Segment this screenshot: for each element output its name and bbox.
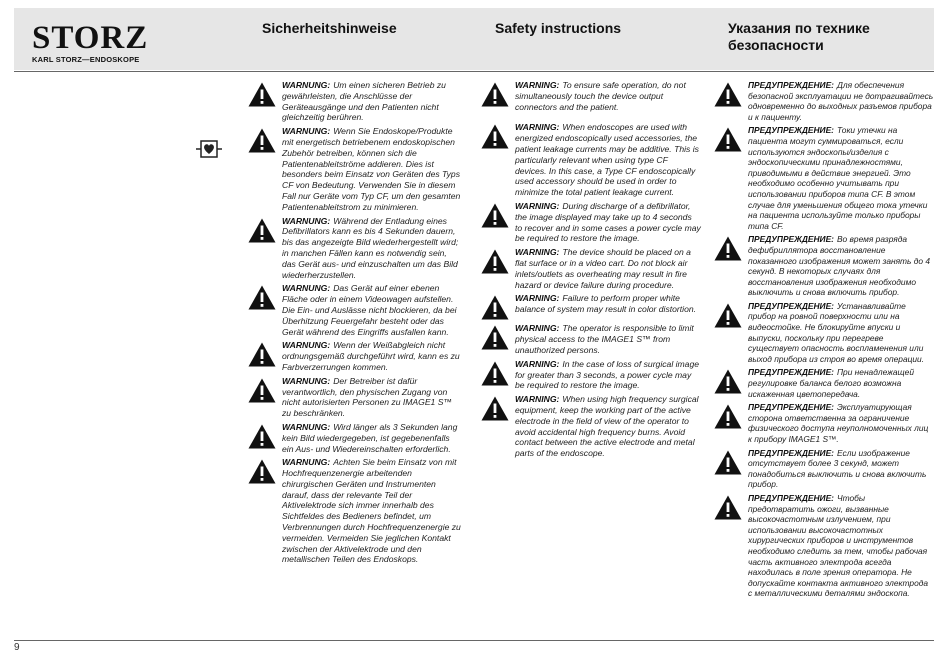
warning-label: WARNING: [515,394,560,405]
warning-item-de [248,457,463,565]
warning-text [282,376,463,419]
warning-label: ПРЕДУПРЕЖДЕНИЕ: [748,234,834,245]
warning-triangle-icon [481,124,509,149]
warning-body: In the case of loss of surgical image for greater than 3 seconds, a power cycle may be required to restore the image. [515,358,700,391]
warning-label: WARNING: [515,323,560,334]
warning-text [748,402,934,444]
warning-item-ru [714,125,934,231]
warning-text [748,80,934,122]
warning-triangle-icon [481,396,509,421]
warning-text [748,125,934,231]
warning-label: WARNING: [515,200,560,211]
warning-triangle-icon [481,361,509,386]
warning-label: WARNUNG: [282,457,331,468]
warning-text [748,493,934,599]
warning-triangle-icon [248,128,276,153]
warning-item-en [481,359,701,391]
warning-label: ПРЕДУПРЕЖДЕНИЕ: [748,300,834,311]
warning-triangle-icon [714,236,742,261]
warning-label: WARNUNG: [282,283,331,294]
column-title-german: Sicherheitshinweise [262,20,397,36]
warning-label: WARNUNG: [282,375,331,386]
warning-label: WARNUNG: [282,126,331,137]
warning-text [515,201,701,244]
warning-item-de [248,283,463,337]
warning-text [282,80,463,123]
warning-text [515,359,701,391]
warning-label: WARNING: [515,247,560,258]
warning-label: WARNING: [515,122,560,133]
column-english [481,80,701,462]
warning-triangle-icon [481,203,509,228]
warning-triangle-icon [714,404,742,429]
warning-label: WARNING: [515,80,560,90]
warning-item-en [481,80,701,112]
storz-logo [32,22,158,64]
warning-label: ПРЕДУПРЕЖДЕНИЕ: [748,367,834,378]
warning-triangle-icon [248,285,276,310]
warning-label: WARNING: [515,358,560,369]
warning-label: ПРЕДУПРЕЖДЕНИЕ: [748,125,834,136]
page-header [14,8,934,70]
warning-triangle-icon [248,378,276,403]
warning-triangle-icon [481,295,509,320]
warning-text [515,323,701,355]
warning-item-ru [714,493,934,599]
warning-item-ru [714,367,934,399]
warning-item-en [481,122,701,198]
warning-triangle-icon [714,450,742,475]
warning-text [282,422,463,454]
warning-body: Эксплуатирующая сторона ответственна за ограничение физического доступа неуполномоченных лиц к прибору IMAGE1 S™. [748,402,929,444]
warning-triangle-icon [248,459,276,484]
warning-text [515,293,701,315]
warning-body: При ненадлежащей регулировке баланса белого возможна искаженная цветопередача. [748,367,914,399]
warning-text [515,80,701,112]
warning-triangle-icon [714,303,742,328]
warning-body: When endoscopes are used with energized endoscopically used accessories, the patient leakage currents may be additive. This is particularly relevant when using type CF devices. In this case, a Type CF endoscopically used accessory should be used in order to minimize the total patient leakage current. [515,122,699,198]
warning-label: ПРЕДУПРЕЖДЕНИЕ: [748,447,834,458]
warning-label: ПРЕДУПРЕЖДЕНИЕ: [748,80,834,90]
warning-label: WARNUNG: [282,421,331,432]
warning-text [282,283,463,337]
warning-body: Если изображение отсутствует более 3 секунд, может понадобиться выключить и снова включить прибор. [748,447,927,490]
warning-text [515,247,701,290]
warning-body: Wenn Sie Endoskope/Produkte mit energetisch betriebenem endoskopischen Zubehör betreiben, können sich die Patientenableitströme addieren. Dies ist besonders beim Einsatz von Geräten des Typs CF von Bedeutung. Verwenden Sie in diesem Fall nur Geräte vom Typ CF, um den gesamten Patientenableitstrom zu minimieren. [282,126,461,212]
warning-text [748,301,934,365]
warning-body: Während der Entladung eines Defibrillators kann es bis 4 Sekunden dauern, bis das angezeigte Bild wiederhergestellt wird; in manchen Fällen kann es notwendig sein, das Gerät aus- und einzuschalten um das Bild wiederherzustellen. [282,215,459,280]
warning-text [282,216,463,281]
warning-triangle-icon [714,82,742,107]
warning-text [282,457,463,565]
warning-item-en [481,293,701,320]
warning-body: Во время разряда дефибриллятора восстановление показанного изображения может занять до 4 секунд. В некоторых случаях для восстановления изображения необходимо выключить и снова включить прибор. [748,234,931,298]
warning-item-de [248,80,463,123]
warning-label: ПРЕДУПРЕЖДЕНИЕ: [748,492,834,503]
warning-item-ru [714,80,934,122]
warning-label: WARNUNG: [282,80,331,90]
warning-text [515,122,701,198]
warning-triangle-icon [248,218,276,243]
warning-item-de [248,422,463,454]
warning-body: Achten Sie beim Einsatz von mit Hochfrequenzenergie arbeitenden chirurgischen Geräten und Instrumenten darauf, dass der relevante Teil der Aktivelektrode sich immer innerhalb des Sichtfeldes des Bedieners befindet, um Verbrennungen durch Hochfrequenzenergie zu vermeiden. Vermeiden Sie jeglichen Kontakt zwischen der Aktivelektrode und den metallischen Teilen des Endoskops. [282,457,461,565]
warning-triangle-icon [714,495,742,520]
warning-triangle-icon [248,342,276,367]
warning-text [515,394,701,459]
warning-body: Для обеспечения безопасной эксплуатации не дотрагивайтесь одновременно до выходных разъемов прибора и к пациенту. [748,80,934,122]
warning-item-ru [714,448,934,490]
warning-item-de [248,376,463,419]
warning-body: The operator is responsible to limit physical access to the IMAGE1 S™ from unauthorized persons. [515,323,694,355]
column-title-english: Safety instructions [495,20,622,36]
warning-body: Um einen sicheren Betrieb zu gewährleisten, die Anschlüsse der Geräteausgänge und den Patienten nicht gleichzeitig berühren. [282,80,446,123]
warning-body: Der Betreiber ist dafür verantwortlich, den physischen Zugang von nicht autorisierten Personen zu IMAGE1 S™ zu beschränken. [282,375,453,419]
warning-triangle-icon [714,369,742,394]
warning-label: WARNUNG: [282,215,331,226]
warning-body: Токи утечки на пациента могут суммироваться, если используются эндоскопы/изделия с эндоскопическими принадлежностями, приводимыми в действие энергией. Это необходимо особенно учитывать при использовании приборов типа CF. В этом случае для уменьшения общего тока утечки на пациента используйте только приборы типа CF. [748,125,928,231]
warning-item-de [248,340,463,372]
warning-body: Wenn der Weißabgleich nicht ordnungsgemäß durchgeführt wird, kann es zu Farbverzerrungen kommen. [282,340,460,372]
warning-item-de [248,216,463,281]
warning-triangle-icon [248,82,276,107]
warning-item-de [248,126,463,212]
warning-label: WARNING: [515,293,560,304]
warning-body: The device should be placed on a flat surface or in a video cart. Do not block air inlets/outlets as overheating may result in fire hazard or device failure during procedure. [515,247,691,290]
column-title-russian: Указания по технике безопасности [728,20,870,53]
warning-body: Чтобы предотвратить ожоги, вызванные высокочастотным излучением, при использовании высокочастотных хирургических приборов и инструментов необходимо следить за тем, чтобы рабочая часть активного электрода всегда находилась в поле зрения оператора. Не допускайте контакта активного электрода с металлическими деталями эндоскопа. [748,492,929,599]
warning-item-ru [714,402,934,444]
warning-label: ПРЕДУПРЕЖДЕНИЕ: [748,402,834,413]
warning-text [748,234,934,298]
warning-item-ru [714,301,934,365]
warning-body: To ensure safe operation, do not simultaneously touch the device output connectors and the patient. [515,80,686,112]
warning-text [748,448,934,490]
type-cf-heart-icon [196,139,222,159]
warning-item-en [481,323,701,355]
logo-main-text: STORZ [32,20,149,56]
warning-triangle-icon [481,325,509,350]
warning-body: During discharge of a defibrillator, the image displayed may take up to 4 seconds to recover and in some cases a power cycle may be required to restore the image. [515,200,701,244]
warning-text [282,340,463,372]
warning-text [748,367,934,399]
warning-item-en [481,394,701,459]
warning-body: Failure to perform proper white balance of system may result in color distortion. [515,293,697,315]
warning-body: Wird länger als 3 Sekunden lang kein Bild wiedergegeben, ist gegebenenfalls ein Aus- und Wiedereinschalten erforderlich. [282,421,458,454]
footer-divider [14,640,934,641]
warning-body: Устанавливайте прибор на ровной поверхности или на видеостойке. Не блокируйте впуски и выпуски, поскольку при перегреве существует опасность воспламенения или выход прибора из строя во время операции. [748,300,925,364]
warning-body: When using high frequency surgical equipment, keep the working part of the active electrode in the field of view of the operator to avoid accidental high frequency burns. Avoid contact between the active electrode and metal parts of the endoscope. [515,394,699,459]
warning-triangle-icon [248,424,276,449]
header-divider [14,71,934,72]
page-number: 9 [14,642,20,653]
warning-item-en [481,247,701,290]
warning-item-en [481,201,701,244]
column-german [248,80,463,568]
column-russian [714,80,934,602]
warning-label: WARNUNG: [282,340,331,351]
warning-item-ru [714,234,934,298]
warning-triangle-icon [481,249,509,274]
logo-sub-text: KARL STORZ—ENDOSKOPE [32,55,140,64]
warning-body: Das Gerät auf einer ebenen Fläche oder in einem Videowagen aufstellen. Die Ein- und Auslässe nicht blockieren, da bei Überhitzung Feuergefahr besteht oder das Gerät während des Eingriffs ausfallen kann. [282,283,457,337]
warning-text [282,126,463,212]
warning-triangle-icon [714,127,742,152]
warning-triangle-icon [481,82,509,107]
